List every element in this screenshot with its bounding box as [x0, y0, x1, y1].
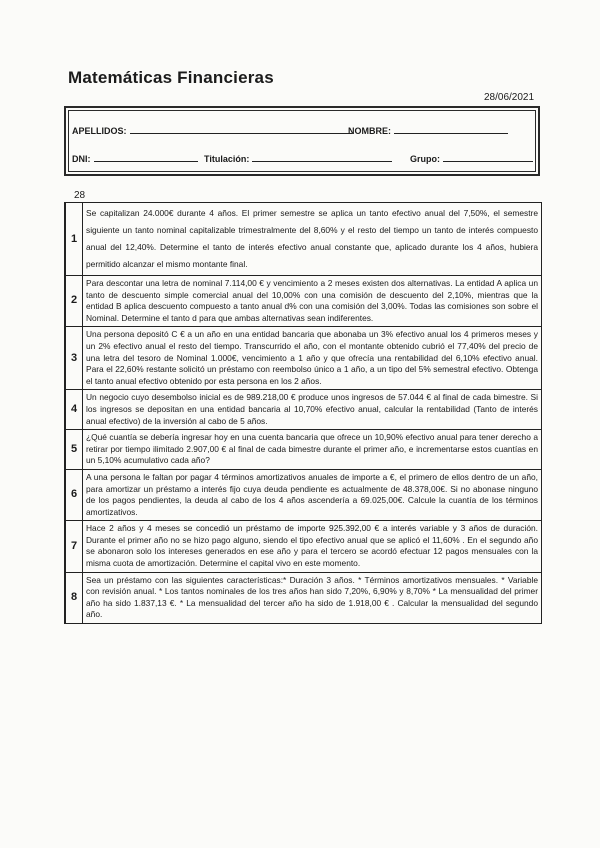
question-number: 8 [65, 572, 83, 623]
titulacion-field[interactable] [204, 152, 392, 164]
question-number: 7 [65, 521, 83, 572]
apellidos-label: APELLIDOS: [72, 126, 127, 136]
grupo-field[interactable] [410, 152, 533, 164]
student-info-box [64, 106, 540, 176]
document-title: Matemáticas Financieras [68, 68, 274, 87]
question-text: Se capitalizan 24.000€ durante 4 años. El primer semestre se aplica un tanto efectivo anual del 7,50%, el semestre siguiente un tanto nominal capitalizable trimestralmente del 8,60% y el resto del tiempo un tanto de interés compuesto anual del 12,40%. Determine el tanto de interés efectivo anual constante que, aplicado durante los 4 años, hubiera permitido alcanzar el mismo montante final. [83, 203, 542, 276]
questions-table [64, 202, 542, 624]
question-number: 5 [65, 430, 83, 470]
question-text: Hace 2 años y 4 meses se concedió un préstamo de importe 925.392,00 € a interés variable y 3 años de duración. Durante el primer año no se hizo pago alguno, siendo el tipo efectivo anual que se aplicó el 11,60% . En el segundo año se abonaron solo los intereses generados en ese año y para el tercero se acordó efectuar 12 pagos mensuales con la misma cuota de amortización. Determine el capital vivo en este momento. [83, 521, 542, 572]
question-row [65, 521, 542, 572]
dni-field[interactable] [72, 152, 198, 164]
exam-date: 28/06/2021 [484, 92, 535, 103]
question-number: 3 [65, 327, 83, 390]
question-row [65, 203, 542, 276]
grupo-label: Grupo: [410, 154, 440, 164]
question-text: Para descontar una letra de nominal 7.114,00 € y vencimiento a 2 meses existen dos alternativas. La entidad A aplica un tanto de descuento simple comercial anual del 10,00% con una comisión de descuento del 2,10%, mientras que la entidad B aplica descuento compuesto a tanto anual d% con una comisión del 3,00%. Todas las comisiones son sobre el Nominal. Determine el tanto d para que ambas alternativas sean indiferentes. [83, 276, 542, 327]
question-text: ¿Qué cuantía se debería ingresar hoy en una cuenta bancaria que ofrece un 10,90% efectivo anual para tener derecho a retirar por tiempo ilimitado 2.907,00 € al final de cada bimestre durante el primer año, e incrementarse estos cuantías en un 5,10% acumulativo cada año? [83, 430, 542, 470]
question-text: Una persona depositó C € a un año en una entidad bancaria que abonaba un 3% efectivo anual los 4 primeros meses y un 2% efectivo anual el resto del tiempo. Transcurrido el año, con el montante obtenido cubrió el 77,40% del precio de una letra del tesoro de Nominal 1.000€, vencimiento a 1 año y que ofrecía una rentabilidad del 6,10% efectivo anual. Para el 22,60% restante solicitó un préstamo con reembolso único a 1 año, a un tipo del 5% semestral efectivo. Obtenga el tanto anual efectivo obtenido por esta persona en los 2 años. [83, 327, 542, 390]
question-row [65, 430, 542, 470]
page-number: 28 [74, 190, 86, 201]
question-number: 6 [65, 469, 83, 520]
titulacion-label: Titulación: [204, 154, 250, 164]
question-number: 4 [65, 390, 83, 430]
nombre-label: NOMBRE: [348, 126, 391, 136]
question-text: Sea un préstamo con las siguientes características:* Duración 3 años. * Términos amortizativos mensuales. * Variable con revisión anual. * Los tantos nominales de los tres años han sido 7,20%, 6,90% y 8,70% * La mensualidad del primer año ha sido 1.837,13 €. * La mensualidad del tercer año ha sido de 1.918,00 € . Calcular la mensualidad del segundo año. [83, 572, 542, 623]
dni-label: DNI: [72, 154, 91, 164]
question-row [65, 327, 542, 390]
question-row [65, 572, 542, 623]
nombre-field[interactable] [348, 124, 508, 136]
question-row [65, 469, 542, 520]
question-row [65, 276, 542, 327]
question-text: A una persona le faltan por pagar 4 términos amortizativos anuales de importe a €, el primero de ellos dentro de un año, para amortizar un préstamo a interés fijo cuya deuda pendiente es actualmente de 48.378,00€. Si no abonase ninguno de los pagos pendientes, la deuda al cabo de los 4 años ascendería a 69.025,00€. Calcule la cuantía de los términos amortizativos. [83, 469, 542, 520]
apellidos-field[interactable] [72, 124, 352, 136]
question-row [65, 390, 542, 430]
question-number: 1 [65, 203, 83, 276]
question-number: 2 [65, 276, 83, 327]
question-text: Un negocio cuyo desembolso inicial es de 989.218,00 € produce unos ingresos de 57.044 € al final de cada bimestre. Si los ingresos se depositan en una entidad bancaria al 10,70% efectivo anual, calcular la rentabilidad (Tanto de interés anual efectivo) de la inversión al cabo de 5 años. [83, 390, 542, 430]
